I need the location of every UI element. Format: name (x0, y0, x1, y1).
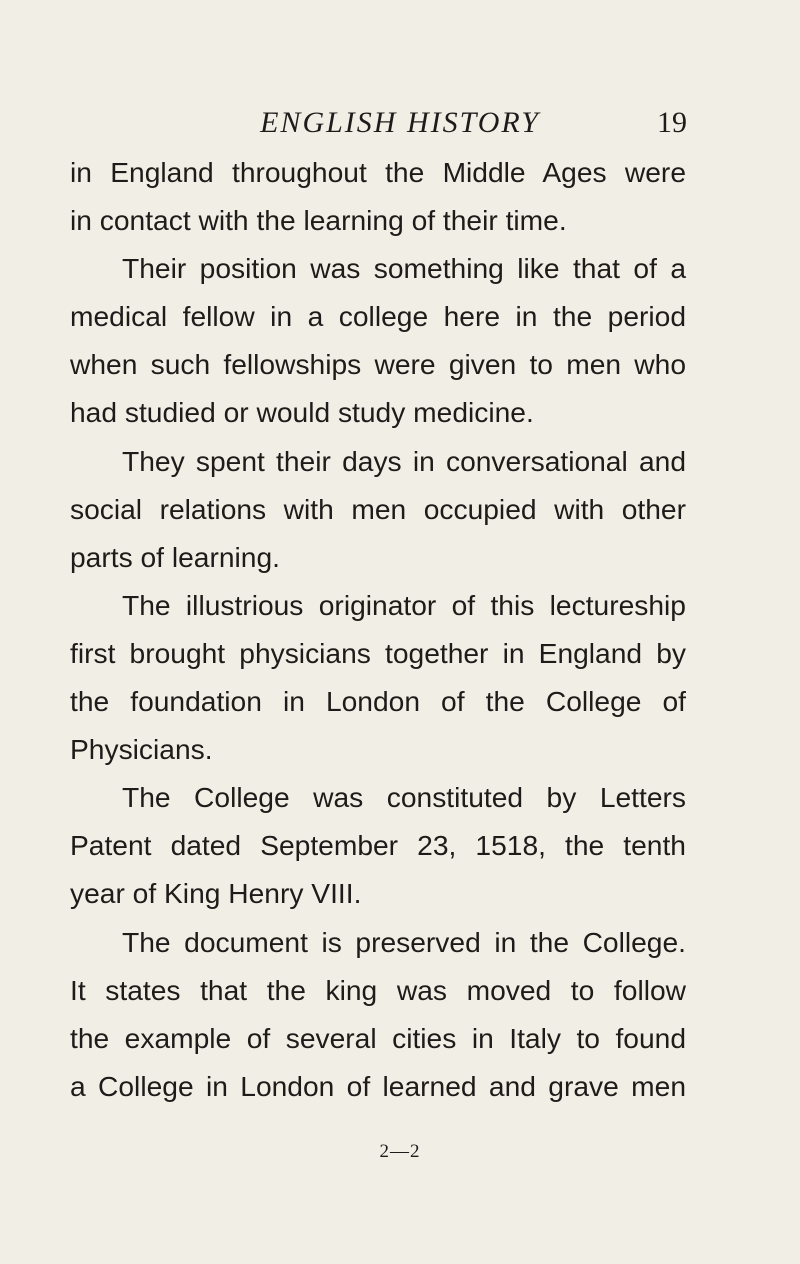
body-text (70, 148, 686, 1110)
text-line: the example of several cities in Italy to found (70, 1021, 686, 1054)
text-line: parts of learning. (70, 540, 280, 573)
signature-mark: 2—2 (379, 1141, 421, 1162)
text-line: The document is preserved in the College. (122, 925, 686, 958)
text-line: the foundation in London of the College of (70, 685, 686, 718)
running-head (0, 100, 800, 146)
text-line: medical fellow in a college here in the period (70, 300, 686, 333)
text-line: Physicians. (70, 733, 213, 766)
text-line: It states that the king was moved to follow (70, 973, 686, 1006)
text-line: in contact with the learning of their time. (70, 204, 567, 237)
text-line: Patent dated September 23, 1518, the tenth (70, 829, 686, 862)
text-line: Their position was something like that of a (122, 252, 686, 285)
text-line: first brought physicians together in England by (70, 636, 686, 669)
text-line: They spent their days in conversational and (122, 444, 686, 477)
text-line: a College in London of learned and grave men (70, 1069, 686, 1102)
text-line: The College was constituted by Letters (122, 781, 686, 814)
text-line: social relations with men occupied with other (70, 492, 686, 525)
page-number: 19 (657, 106, 687, 139)
text-line: year of King Henry VIII. (70, 877, 362, 910)
text-line: had studied or would study medicine. (70, 396, 534, 429)
text-line: in England throughout the Middle Ages were (70, 156, 686, 188)
text-line: when such fellowships were given to men who (70, 348, 686, 381)
running-title: ENGLISH HISTORY (260, 106, 540, 139)
text-line: The illustrious originator of this lectureship (122, 588, 686, 621)
